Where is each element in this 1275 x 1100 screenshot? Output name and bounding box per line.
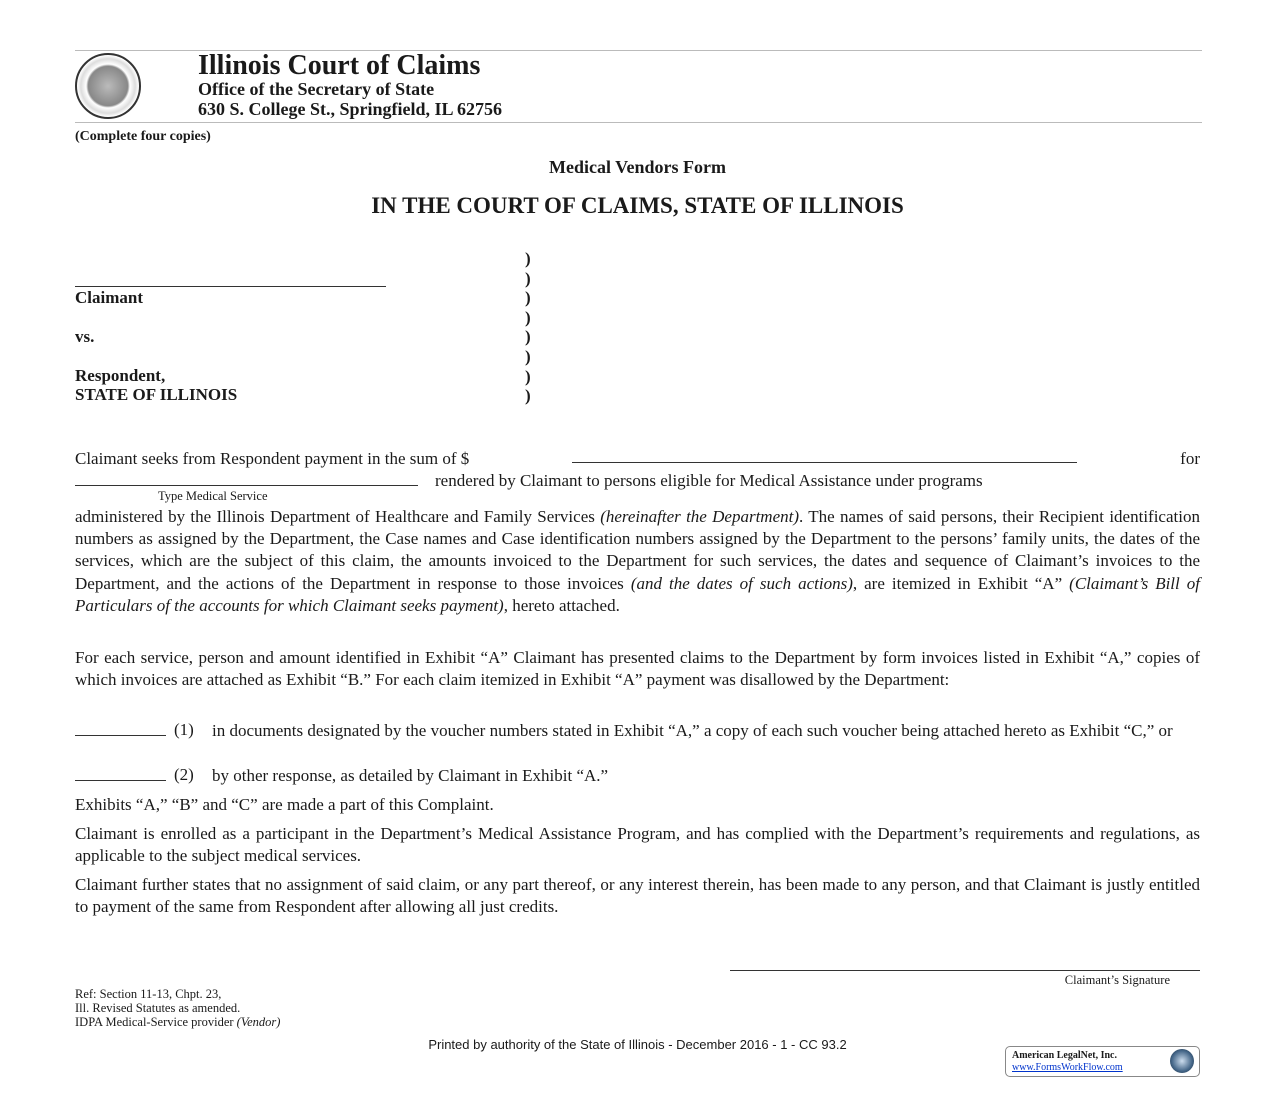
signature-label: Claimant’s Signature (1064, 973, 1170, 987)
badge-link[interactable]: www.FormsWorkFlow.com (1012, 1062, 1123, 1073)
option2-checkline[interactable] (75, 780, 166, 781)
paragraph-exhibits: Exhibits “A,” “B” and “C” are made a part of this Complaint. (75, 795, 494, 814)
sum-field[interactable] (572, 448, 1077, 463)
state-label: STATE OF ILLINOIS (75, 385, 238, 404)
header-address: 630 S. College St., Springfield, IL 62756 (198, 99, 503, 119)
reference-note: Ref: Section 11-13, Chpt. 23, Ill. Revised Statutes as amended. IDPA Medical-Service provider (Vendor) (75, 987, 281, 1029)
state-seal-logo (75, 53, 141, 119)
service-type-field[interactable] (75, 471, 418, 486)
vs-label: vs. (75, 327, 95, 346)
caption-parens: ) ) ) ) ) ) ) ) (525, 249, 531, 406)
header-title: Illinois Court of Claims (198, 50, 481, 81)
globe-icon (1170, 1049, 1194, 1073)
option2-text: by other response, as detailed by Claimant in Exhibit “A.” (212, 766, 609, 785)
option1-number: (1) (174, 720, 194, 739)
american-legalnet-badge[interactable] (1005, 1046, 1200, 1077)
type-service-label: Type Medical Service (158, 489, 268, 503)
claimant-label: Claimant (75, 288, 143, 307)
instructions: (Complete four copies) (75, 129, 211, 144)
badge-name: American LegalNet, Inc. (1012, 1050, 1117, 1061)
claim-sum-line: Claimant seeks from Respondent payment in the sum of $ for (75, 449, 1200, 468)
service-line: rendered by Claimant to persons eligible for Medical Assistance under programs (75, 470, 1200, 492)
court-heading: IN THE COURT OF CLAIMS, STATE OF ILLINOIS (371, 193, 904, 218)
paragraph-presented: For each service, person and amount identified in Exhibit “A” Claimant has presented claims to the Department by form invoices listed in Exhibit “A,” copies of which invoices are attached as Exhibit “B.” For each claim itemized in Exhibit “A” payment was disallowed by the Department: (75, 648, 1200, 690)
option1-text: in documents designated by the voucher numbers stated in Exhibit “A,” a copy of each such voucher being attached hereto as Exhibit “C,” or (212, 721, 1173, 740)
paragraph-assignment: Claimant further states that no assignment of said claim, or any part thereof, or any interest therein, has been made to any person, and that Claimant is justly entitled to payment of the same from Respondent after allowing all just credits. (75, 875, 1200, 917)
claimant-name-line[interactable] (75, 286, 386, 287)
header-office: Office of the Secretary of State (198, 79, 435, 99)
divider (75, 122, 1202, 123)
footer-text: Printed by authority of the State of Illinois - December 2016 - 1 - CC 93.2 (428, 1037, 847, 1052)
form-title: Medical Vendors Form (549, 157, 726, 177)
paragraph-claim: administered by the Illinois Department of Healthcare and Family Services (hereinafter the Department). The names of said persons, their Recipient identification numbers as assigned by the Department, the Case names and Case identification numbers assigned by the Department to the persons’ family units, the dates of the services, which are the subject of this claim, the amounts invoiced to the Department for such services, the dates and sequence of Claimant’s invoices to the Department, and the actions of the Department in response to those invoices (and the dates of such actions), are itemized in Exhibit “A” (Claimant’s Bill of Particulars of the accounts for which Claimant seeks payment), hereto attached. (75, 507, 1200, 615)
paragraph-enrolled: Claimant is enrolled as a participant in the Department’s Medical Assistance Program, and has complied with the Department’s requirements and regulations, as applicable to the subject medical services. (75, 824, 1200, 866)
option1-checkline[interactable] (75, 735, 166, 736)
option2-number: (2) (174, 765, 194, 784)
signature-line[interactable] (730, 970, 1200, 971)
respondent-label: Respondent, (75, 366, 166, 385)
